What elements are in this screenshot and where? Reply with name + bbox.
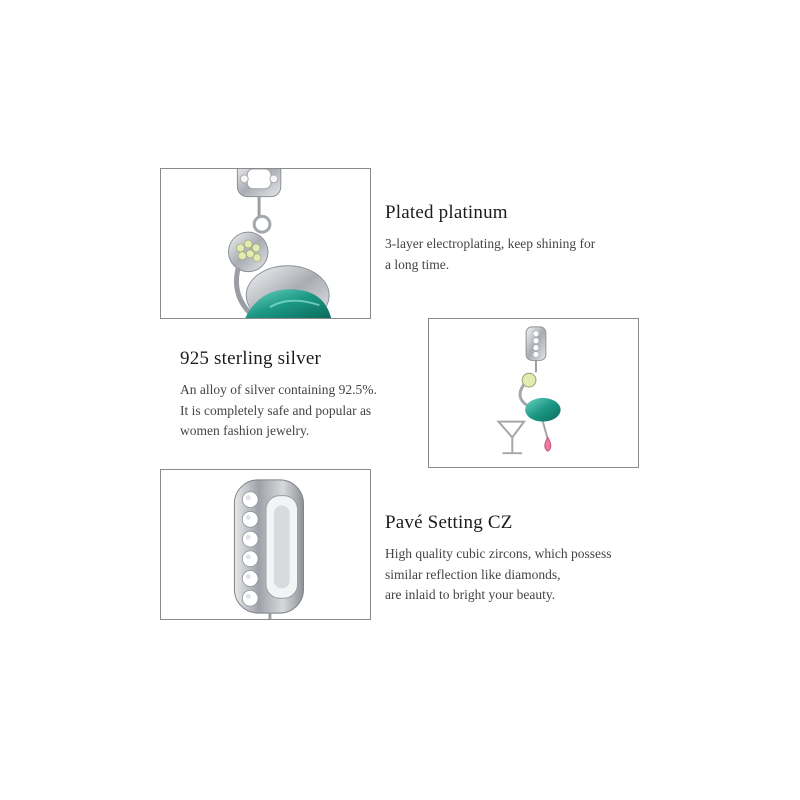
feature-description-line: similar reflection like diamonds, (385, 566, 561, 582)
feature-description-line: High quality cubic zircons, which possess (385, 546, 612, 561)
feature-description (180, 380, 377, 442)
flamingo-charm-picture (429, 319, 638, 467)
pave-spacer-closeup-picture (161, 470, 370, 619)
feature-description-line: An alloy of silver containing 92.5%. (180, 382, 377, 397)
product-full-image (428, 318, 639, 468)
feature-description-line: It is completely safe and popular as (180, 402, 372, 418)
feature-title: 925 sterling silver (180, 348, 322, 369)
feature-title: Plated platinum (385, 202, 508, 223)
feature-description-line: a long time. (385, 256, 450, 272)
feature-description-line: women fashion jewelry. (180, 423, 310, 438)
product-closeup-image-2 (160, 469, 371, 620)
feature-plated-platinum (385, 202, 595, 275)
feature-description (385, 234, 595, 275)
feature-description-line: 3-layer electroplating, keep shining for (385, 236, 596, 251)
feature-description (385, 544, 611, 606)
flamingo-head-closeup-picture (161, 169, 370, 318)
product-closeup-image-1 (160, 168, 371, 319)
feature-title: Pavé Setting CZ (385, 512, 513, 533)
feature-description-line: are inlaid to bright your beauty. (385, 587, 556, 602)
feature-sterling-silver (180, 348, 377, 442)
feature-pave-setting (385, 512, 611, 606)
